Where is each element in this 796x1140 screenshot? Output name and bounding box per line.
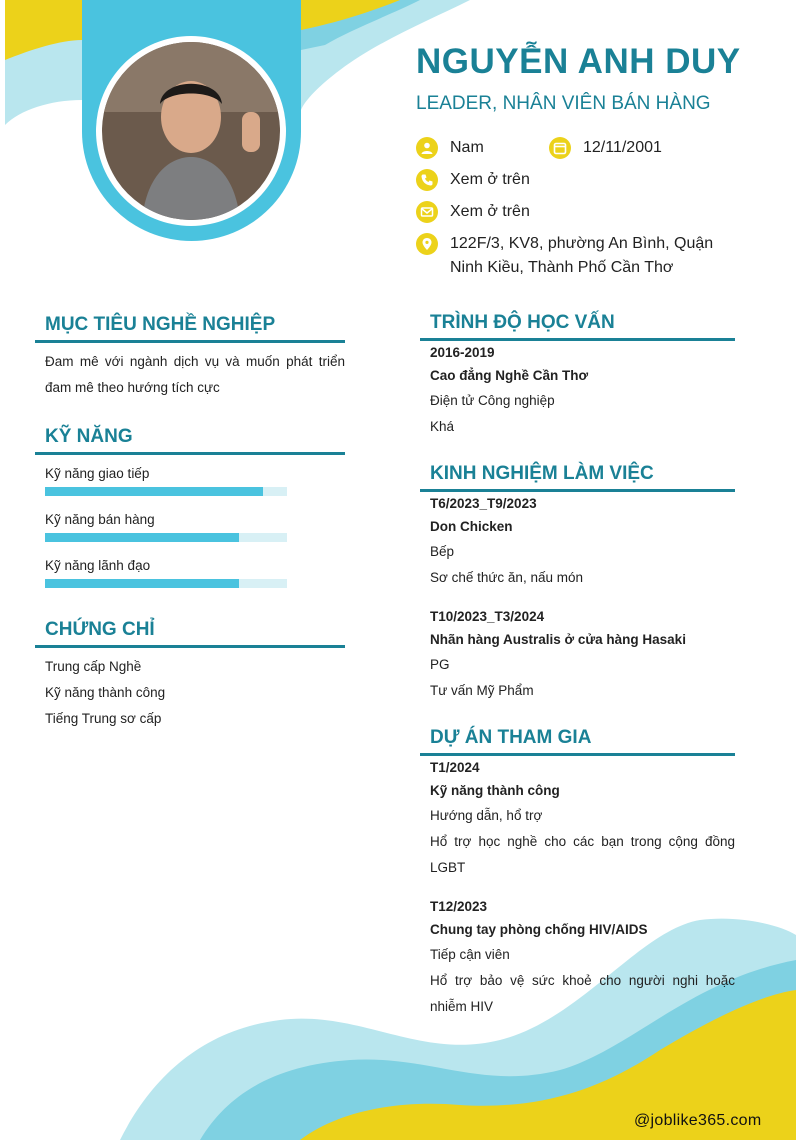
project-role: Hướng dẫn, hổ trợ — [430, 808, 543, 823]
experience-role: PG — [430, 657, 450, 672]
project-role: Tiếp cận viên — [430, 947, 510, 962]
job-title: LEADER, NHÂN VIÊN BÁN HÀNG — [416, 93, 711, 114]
experience-period: T6/2023_T9/2023 — [430, 496, 537, 511]
experience-desc: Tư vấn Mỹ Phẩm — [430, 683, 534, 698]
experience-company: Nhãn hàng Australis ở cửa hàng Hasaki — [430, 632, 686, 647]
phone-icon — [416, 169, 438, 191]
info-birthday — [549, 137, 662, 160]
experience-heading: KINH NGHIỆM LÀM VIỆC — [420, 463, 735, 492]
certificate-item: Kỹ năng thành công — [45, 685, 166, 700]
skill-bar — [45, 533, 287, 542]
skill-label: Kỹ năng bán hàng — [45, 512, 155, 527]
certificate-item: Tiếng Trung sơ cấp — [45, 711, 162, 726]
info-gender — [416, 137, 484, 160]
user-icon — [416, 137, 438, 159]
skill-level-fill — [45, 579, 239, 588]
objective-text: Đam mê với ngành dịch vụ và muốn phát triển đam mê theo hướng tích cực — [45, 354, 345, 395]
experience-period: T10/2023_T3/2024 — [430, 609, 545, 624]
education-heading: TRÌNH ĐỘ HỌC VẤN — [420, 312, 735, 341]
project-period: T1/2024 — [430, 760, 480, 775]
project-name: Kỹ năng thành công — [430, 783, 560, 798]
education-grade: Khá — [430, 419, 455, 434]
project-period: T12/2023 — [430, 899, 488, 914]
skill-bar — [45, 487, 287, 496]
project-name: Chung tay phòng chống HIV/AIDS — [430, 922, 648, 937]
gender-value: Nam — [450, 139, 484, 156]
certificates-heading: CHỨNG CHỈ — [35, 619, 345, 648]
experience-company: Don Chicken — [430, 519, 513, 534]
experience-desc: Sơ chế thức ăn, nấu món — [430, 570, 583, 585]
profile-photo — [96, 36, 286, 226]
experience-role: Bếp — [430, 544, 455, 559]
watermark: @joblike365.com — [634, 1112, 762, 1129]
education-period: 2016-2019 — [430, 345, 495, 360]
calendar-icon — [549, 137, 571, 159]
objective-heading: MỤC TIÊU NGHỀ NGHIỆP — [35, 314, 345, 343]
skill-label: Kỹ năng lãnh đạo — [45, 558, 151, 573]
projects-heading: DỰ ÁN THAM GIA — [420, 727, 735, 756]
info-phone — [416, 169, 530, 192]
mail-icon — [416, 201, 438, 223]
info-email — [416, 201, 530, 224]
certificate-item: Trung cấp Nghề — [45, 659, 142, 674]
education-major: Điện tử Công nghiệp — [430, 393, 555, 408]
info-address — [416, 233, 746, 280]
address-value: 122F/3, KV8, phường An Bình, Quận Ninh Kiều, Thành Phố Cần Thơ — [450, 235, 714, 276]
candidate-name: NGUYỄN ANH DUY — [416, 42, 741, 81]
project-desc: Hổ trợ học nghề cho các bạn trong cộng đồng LGBT — [430, 834, 735, 875]
avatar — [102, 42, 280, 220]
education-school: Cao đẳng Nghề Cần Thơ — [430, 368, 589, 383]
skills-heading: KỸ NĂNG — [35, 426, 345, 455]
skill-level-fill — [45, 533, 239, 542]
skill-label: Kỹ năng giao tiếp — [45, 466, 150, 481]
email-value: Xem ở trên — [450, 203, 530, 220]
project-desc: Hổ trợ bảo vệ sức khoẻ cho người nghi hoặc nhiễm HIV — [430, 973, 735, 1014]
skill-level-fill — [45, 487, 263, 496]
birthday-value: 12/11/2001 — [583, 139, 662, 156]
location-icon — [416, 233, 438, 255]
skill-bar — [45, 579, 287, 588]
phone-value: Xem ở trên — [450, 171, 530, 188]
